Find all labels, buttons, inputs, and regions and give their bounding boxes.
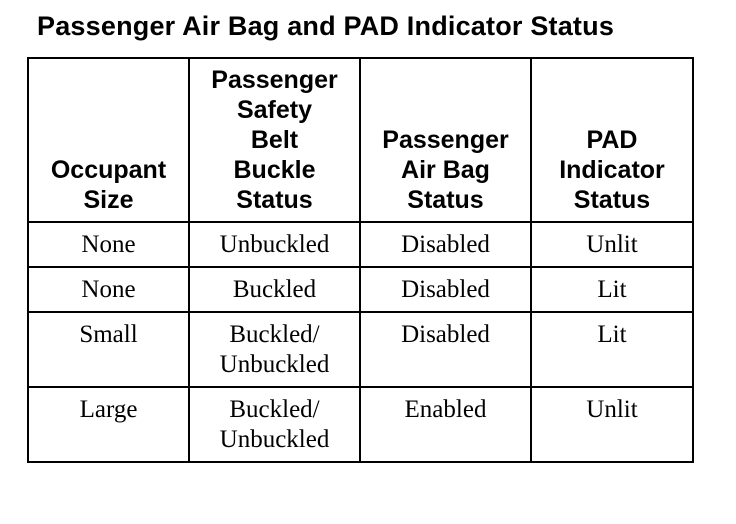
cell-buckle-status: Buckled/ Unbuckled bbox=[189, 387, 360, 462]
cell-pad-indicator-status: Unlit bbox=[531, 387, 693, 462]
cell-air-bag-status: Disabled bbox=[360, 267, 531, 312]
cell-pad-indicator-status: Lit bbox=[531, 312, 693, 387]
cell-buckle-status: Buckled bbox=[189, 267, 360, 312]
cell-occupant-size: None bbox=[28, 267, 189, 312]
cell-occupant-size: Small bbox=[28, 312, 189, 387]
column-header-occupant-size: Occupant Size bbox=[28, 58, 189, 222]
cell-air-bag-status: Disabled bbox=[360, 312, 531, 387]
table-row bbox=[28, 387, 693, 462]
cell-occupant-size: Large bbox=[28, 387, 189, 462]
cell-pad-indicator-status: Lit bbox=[531, 267, 693, 312]
cell-air-bag-status: Enabled bbox=[360, 387, 531, 462]
table-header-row bbox=[28, 58, 693, 222]
table-row bbox=[28, 222, 693, 267]
cell-air-bag-status: Disabled bbox=[360, 222, 531, 267]
table-row bbox=[28, 312, 693, 387]
page-title: Passenger Air Bag and PAD Indicator Status bbox=[37, 11, 615, 41]
table-row bbox=[28, 267, 693, 312]
column-header-safety-belt-buckle-status: Passenger Safety Belt Buckle Status bbox=[189, 58, 360, 222]
cell-buckle-status: Buckled/ Unbuckled bbox=[189, 312, 360, 387]
cell-buckle-status: Unbuckled bbox=[189, 222, 360, 267]
cell-occupant-size: None bbox=[28, 222, 189, 267]
column-header-air-bag-status: Passenger Air Bag Status bbox=[360, 58, 531, 222]
cell-pad-indicator-status: Unlit bbox=[531, 222, 693, 267]
column-header-pad-indicator-status: PAD Indicator Status bbox=[531, 58, 693, 222]
air-bag-status-table bbox=[27, 57, 694, 463]
